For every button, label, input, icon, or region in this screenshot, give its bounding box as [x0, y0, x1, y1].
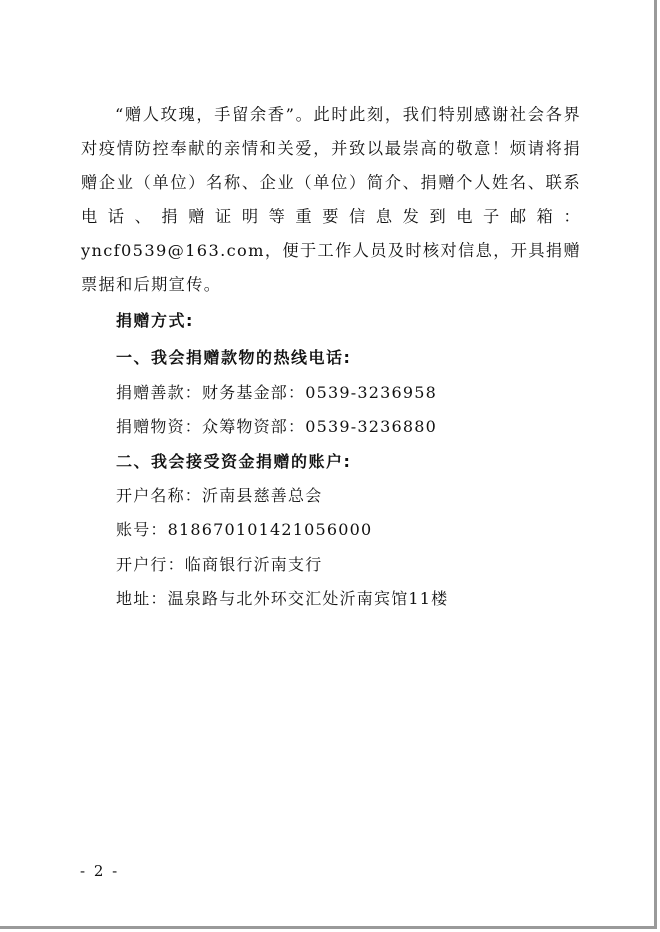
account-name-line: 开户名称：沂南县慈善总会: [116, 486, 323, 505]
cash-donation-line: 捐赠善款：财务基金部：0539-3236958: [116, 383, 437, 402]
hotline-heading: 一、我会捐赠款物的热线电话:: [116, 348, 352, 367]
goods-donation-line: 捐赠物资：众筹物资部：0539-3236880: [116, 417, 437, 436]
bank-line: 开户行：临商银行沂南支行: [116, 555, 323, 574]
account-number-line: 账号：818670101421056000: [116, 520, 373, 539]
address-line: 地址：温泉路与北外环交汇处沂南宾馆11楼: [116, 589, 449, 608]
intro-paragraph: “赠人玫瑰，手留余香”。此时此刻，我们特别感谢社会各界对疫情防控奉献的亲情和关爱，并致以最崇高的敬意！烦请将捐赠企业（单位）名称、企业（单位）简介、捐赠个人姓名、联系电话、捐赠证明等重要信息发到电子邮箱：yncf0539@163.com，便于工作人员及时核对信息，开具捐赠票据和后期宣传。: [81, 105, 581, 294]
donation-methods-heading: 捐赠方式:: [116, 311, 194, 330]
account-heading: 二、我会接受资金捐赠的账户:: [116, 452, 352, 471]
page-number: - 2 -: [80, 862, 120, 880]
